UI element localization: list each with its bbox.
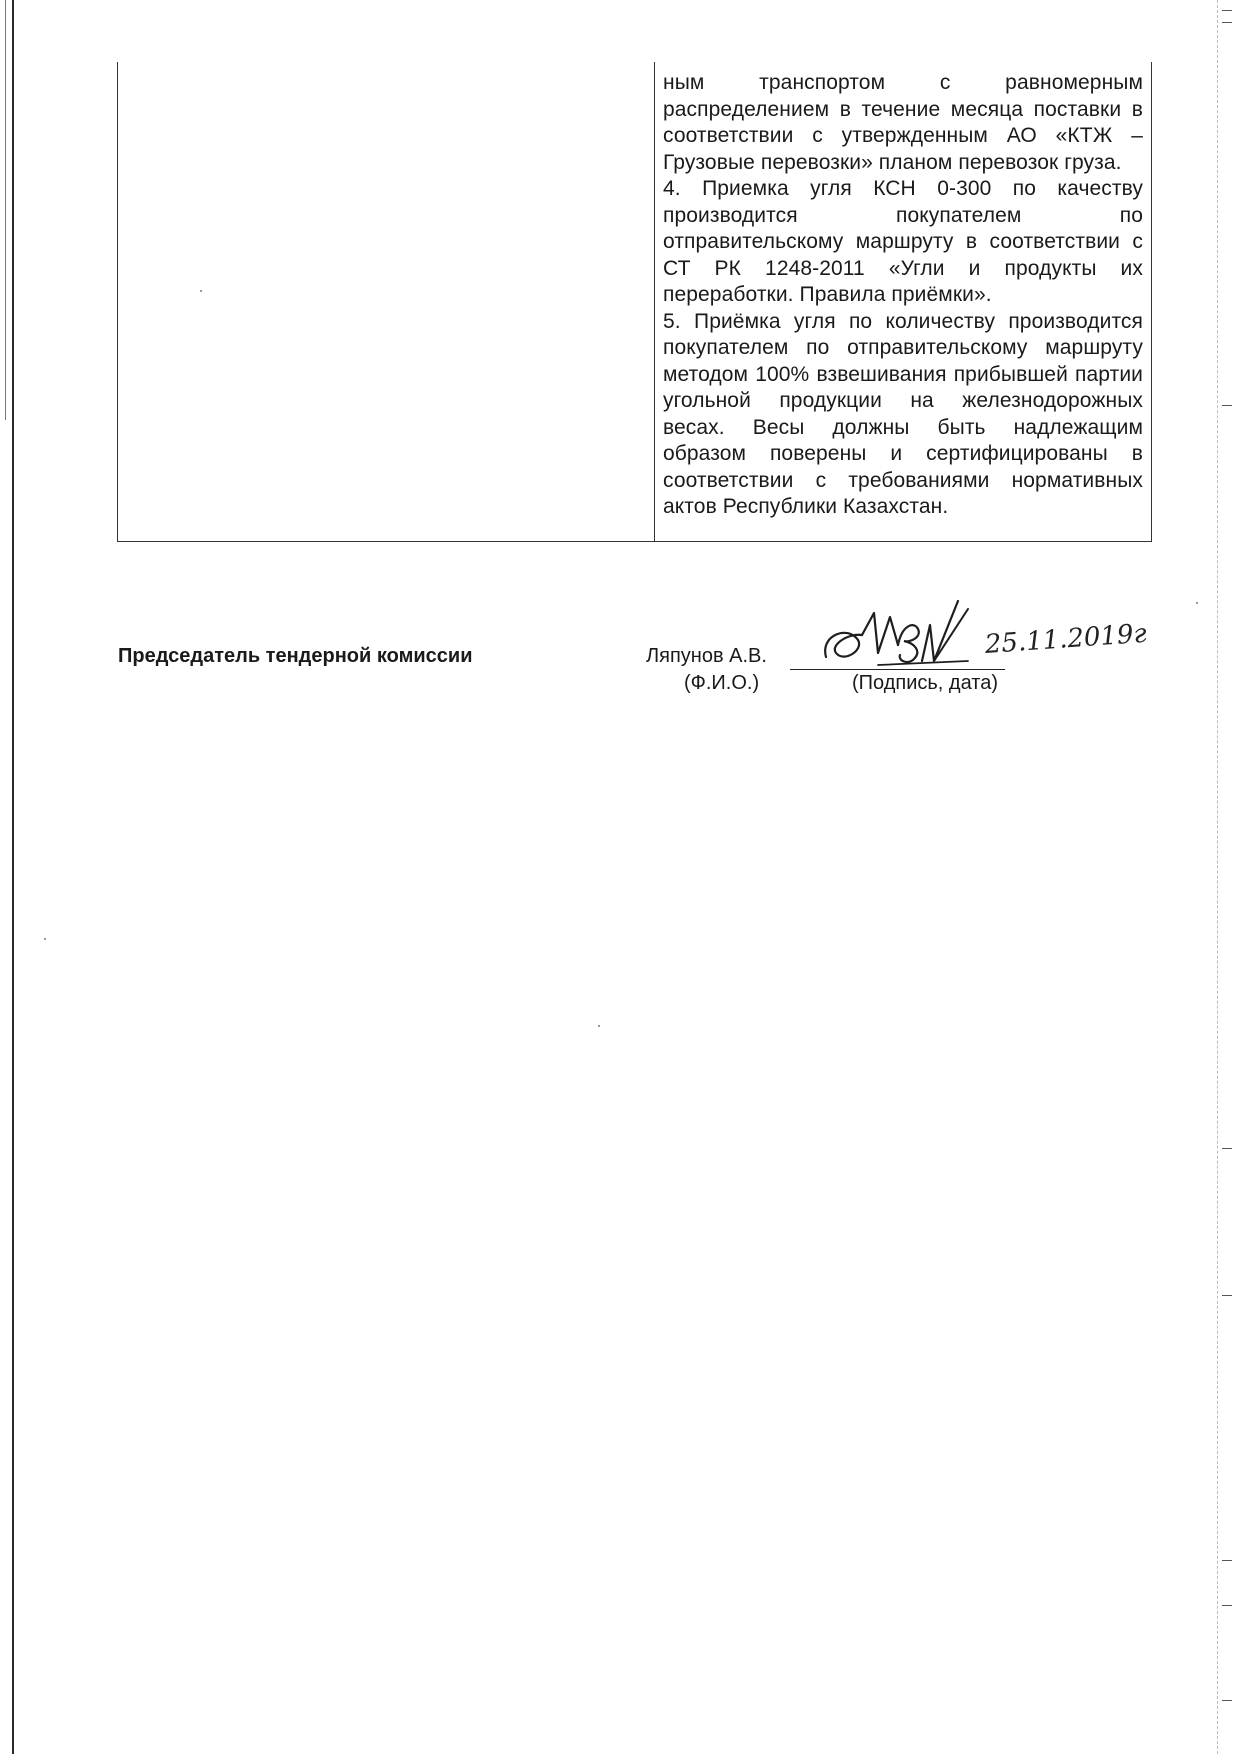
scan-tick: [1222, 405, 1232, 406]
scan-tick: [1222, 1605, 1232, 1606]
handwritten-date: 25.11.2019г: [983, 618, 1148, 660]
scan-tick: [1222, 10, 1232, 11]
scan-tick: [1222, 1148, 1232, 1149]
scan-speck: [44, 938, 46, 940]
handwritten-signature-icon: [818, 595, 978, 675]
scan-speck: [1196, 602, 1198, 604]
table-fragment: [117, 62, 1152, 542]
paragraph-quality-acceptance: 4. Приемка угля КСН 0-300 по качеству производится покупателем по отправительскому маршруту в соответствии с СТ РК 1248-2011 «Угли и продукты их переработки. Правила приёмки».: [663, 177, 1143, 306]
scan-tick: [1222, 1560, 1232, 1561]
signature-caption: (Подпись, дата): [852, 672, 998, 694]
table-cell-right: [663, 70, 1143, 521]
scan-tick: [1222, 22, 1232, 23]
paragraph-transport: ным транспортом с равномерным распределением в течение месяца поставки в соответствии с утвержденным АО «КТЖ – Грузовые перевозки» планом перевозок груза.: [663, 71, 1143, 174]
signatory-title: Председатель тендерной комиссии: [118, 645, 473, 667]
name-caption: (Ф.И.О.): [684, 672, 760, 694]
scan-speck: [598, 1025, 600, 1027]
paragraph-quantity-acceptance: 5. Приёмка угля по количеству производится покупателем по отправительскому маршруту методом 100% взвешивания прибывшей партии угольной продукции на железнодорожных весах. Весы должны быть надлежащим образом поверены и сертифицированы в соответствии с требованиями нормативных актов Республики Казахстан.: [663, 309, 1143, 518]
scan-tick: [1222, 1295, 1232, 1296]
table-column-divider: [654, 62, 655, 541]
scan-edge-left: [12, 0, 14, 1754]
scan-tick: [1222, 1700, 1232, 1701]
scan-edge-left-faint: [5, 0, 6, 420]
signatory-name: Ляпунов А.В.: [646, 645, 767, 667]
scan-edge-right: [1216, 0, 1218, 1754]
